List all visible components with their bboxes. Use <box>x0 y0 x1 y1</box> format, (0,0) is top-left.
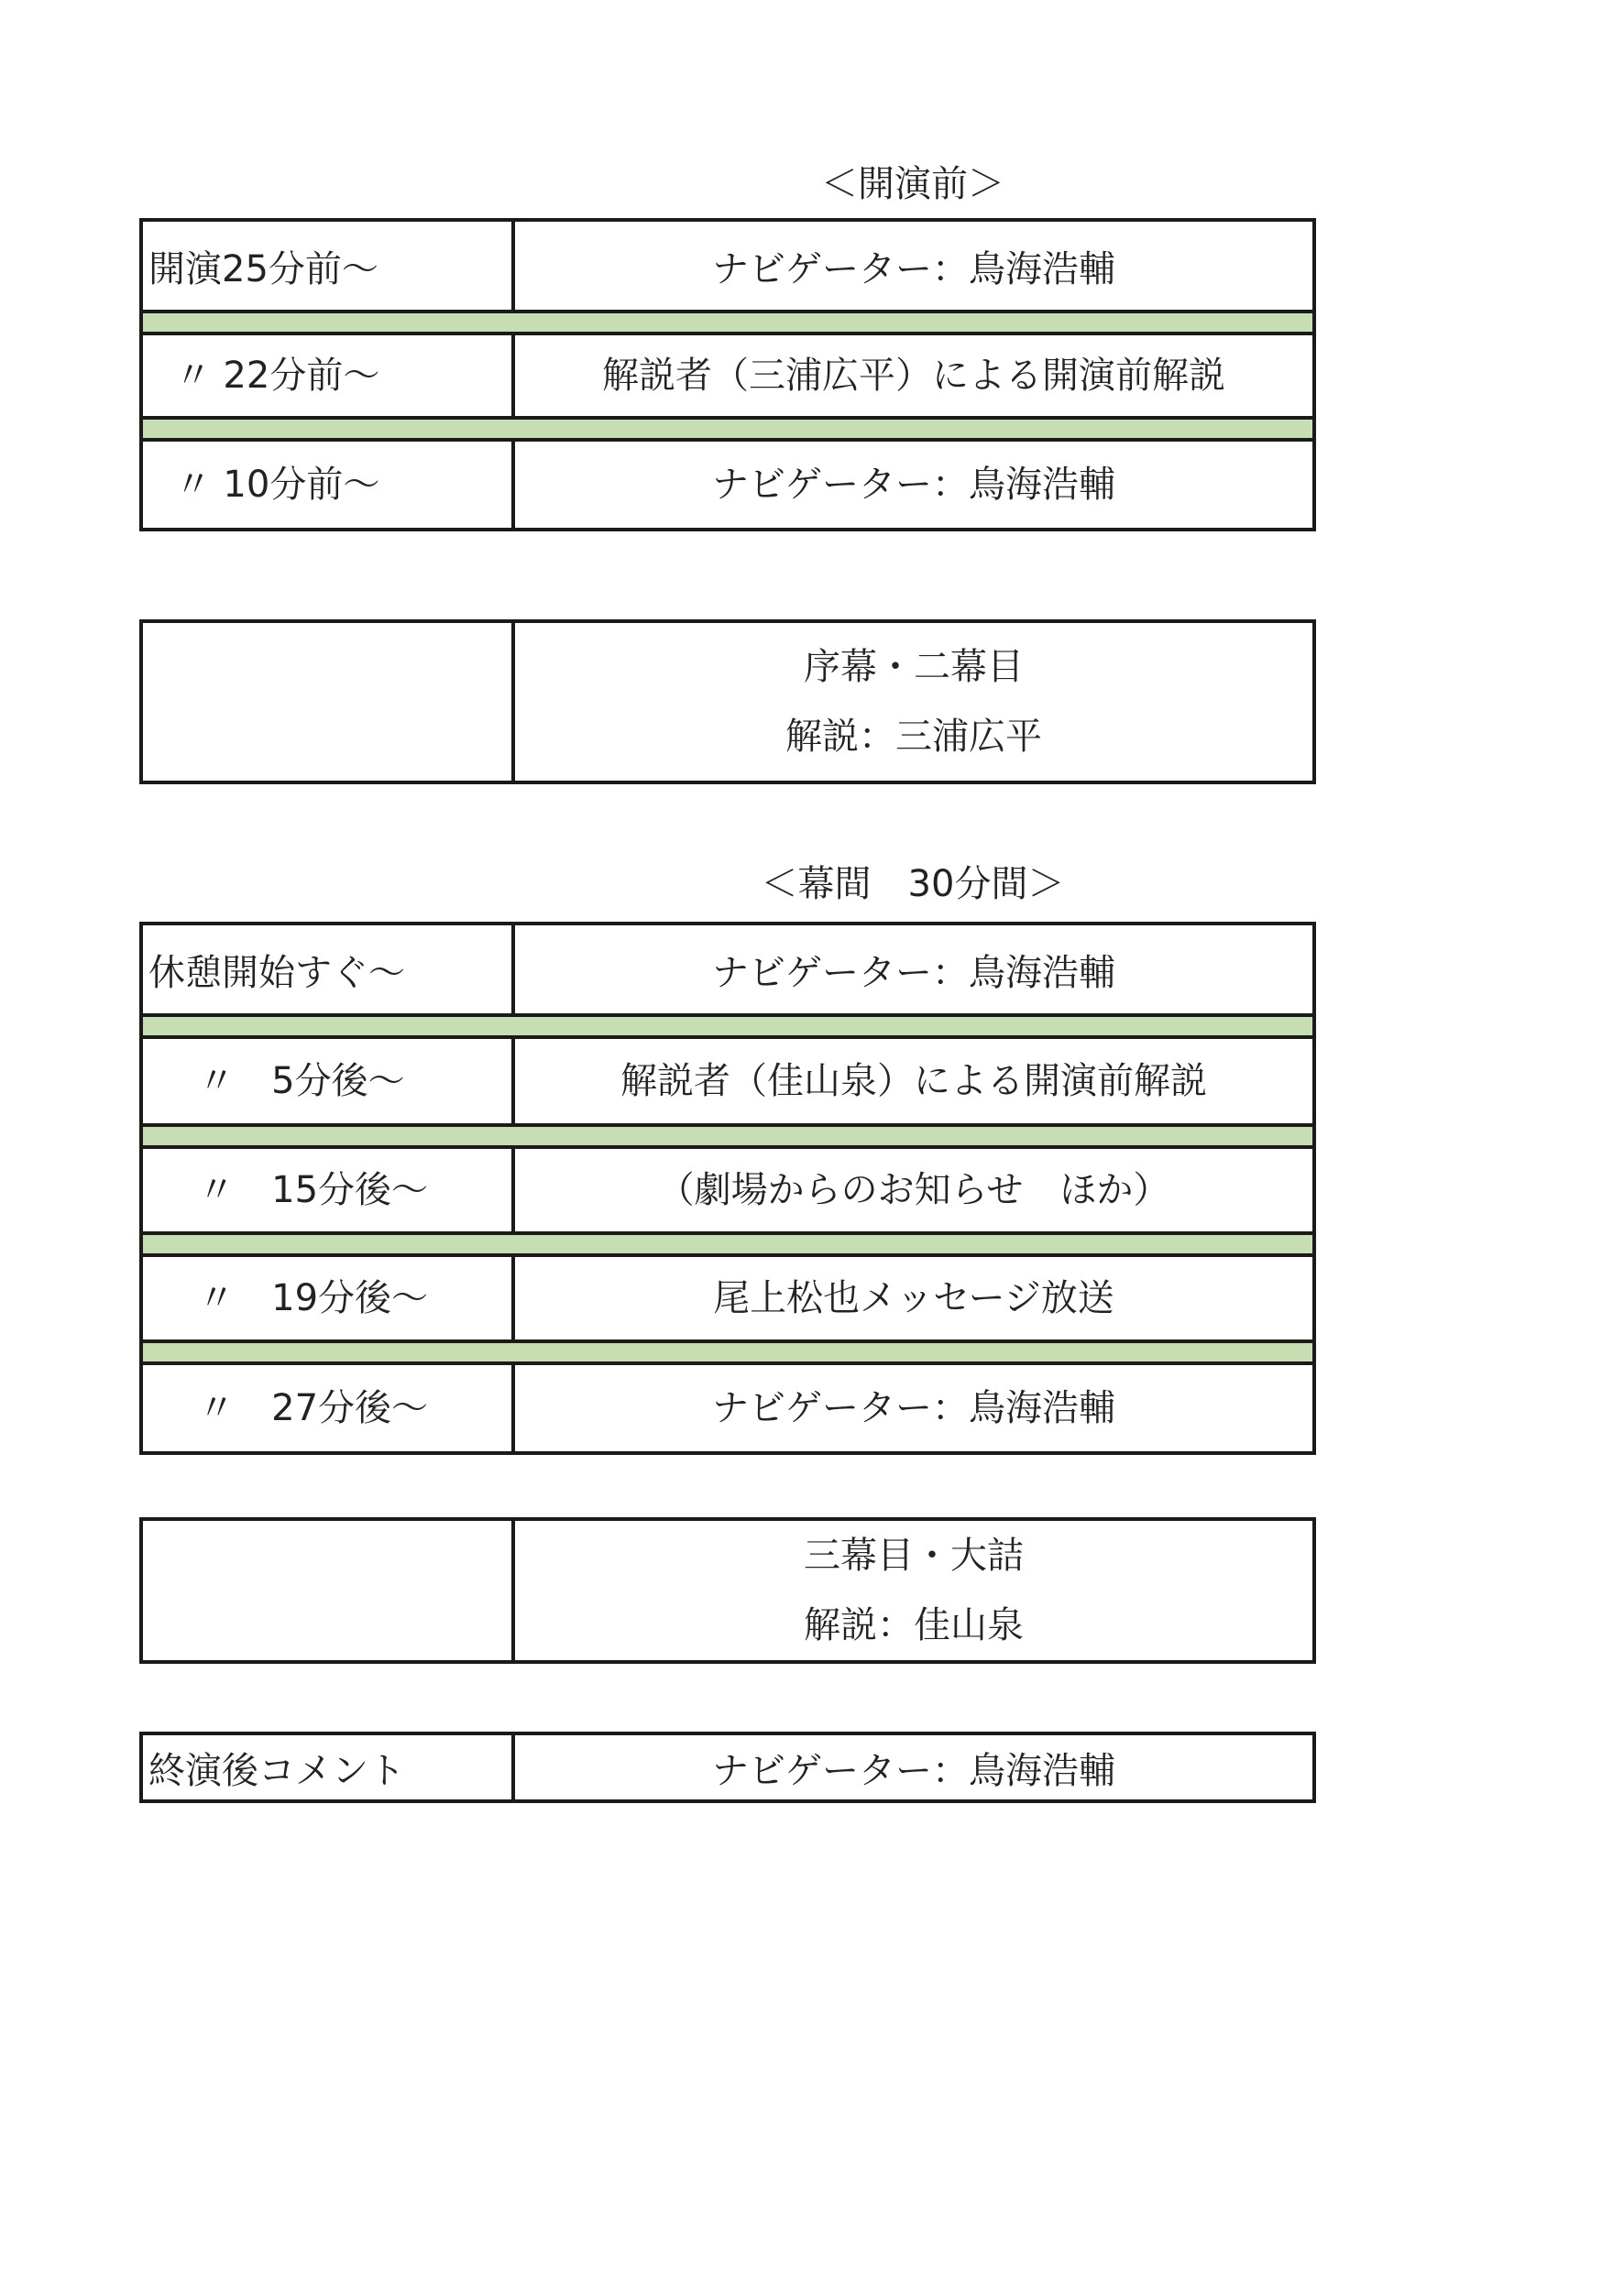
act-title: 三幕目・大詰 <box>804 1535 1024 1577</box>
act-title: 序幕・二幕目 <box>804 646 1024 688</box>
time-cell: 〃 15分後〜 <box>163 1168 429 1211</box>
act-info <box>515 632 1312 771</box>
table-row <box>143 925 1312 1013</box>
act-info <box>515 1521 1312 1660</box>
table-row <box>143 1032 1312 1123</box>
content-cell: 解説者（三浦広平）による開演前解説 <box>602 354 1225 397</box>
act-block-1 <box>139 619 1316 784</box>
time-cell: 開演25分前〜 <box>148 247 379 290</box>
act-commentator: 解説：佳山泉 <box>804 1604 1024 1646</box>
time-cell: 休憩開始すぐ〜 <box>148 951 405 994</box>
content-cell: ナビゲーター：鳥海浩輔 <box>712 1386 1115 1429</box>
time-cell: 〃 10分前〜 <box>163 463 380 506</box>
pre-show-schedule-table <box>139 218 1316 531</box>
table-row <box>143 1250 1312 1339</box>
time-cell: 〃 27分後〜 <box>163 1386 429 1429</box>
content-cell: ナビゲーター：鳥海浩輔 <box>712 463 1115 506</box>
act-block-2 <box>139 1517 1316 1664</box>
content-cell: ナビゲーター：鳥海浩輔 <box>712 247 1115 290</box>
time-cell: 〃 5分後〜 <box>163 1059 405 1102</box>
table-row <box>143 1521 1312 1660</box>
time-cell: 〃 22分前〜 <box>163 354 380 397</box>
closing-table <box>139 1732 1316 1803</box>
act-commentator: 解説：三浦広平 <box>785 716 1042 758</box>
table-row <box>143 1142 1312 1231</box>
content-cell: （劇場からのお知らせ ほか） <box>657 1168 1170 1211</box>
intermission-schedule-table <box>139 922 1316 1455</box>
time-cell: 終演後コメント <box>148 1749 405 1792</box>
table-row <box>143 328 1312 416</box>
table-row <box>143 623 1312 781</box>
content-cell: 解説者（佳山泉）による開演前解説 <box>620 1059 1207 1102</box>
table-row <box>143 222 1312 310</box>
content-cell: ナビゲーター：鳥海浩輔 <box>712 1749 1115 1792</box>
section-heading-intermission: ＜幕間 30分間＞ <box>761 863 1065 905</box>
time-cell: 〃 19分後〜 <box>163 1276 429 1319</box>
content-cell: 尾上松也メッセージ放送 <box>713 1276 1114 1319</box>
table-row <box>143 1358 1312 1451</box>
table-row <box>143 1735 1312 1799</box>
table-row <box>143 434 1312 528</box>
content-cell: ナビゲーター：鳥海浩輔 <box>712 951 1115 994</box>
section-heading-pre-show: ＜開演前＞ <box>821 163 1004 205</box>
